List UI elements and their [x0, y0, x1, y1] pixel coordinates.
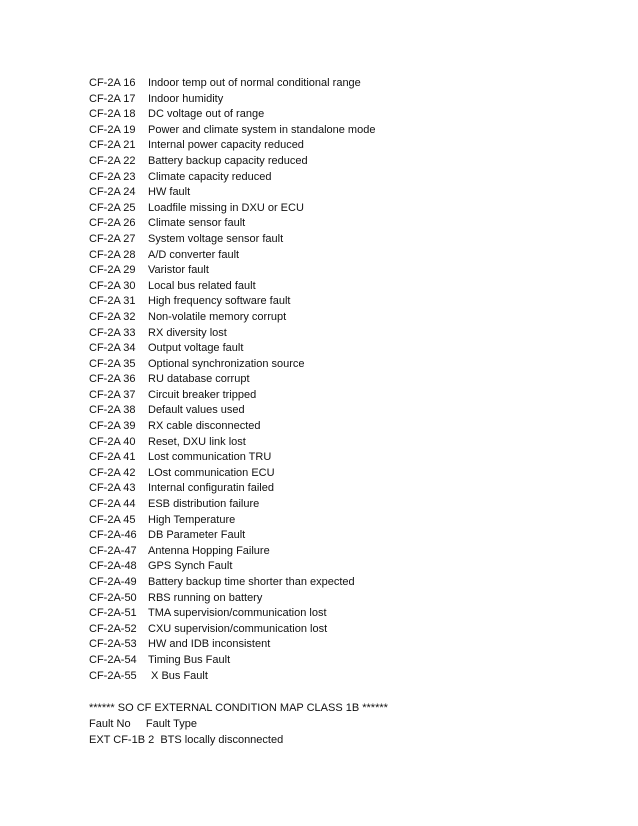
fault-code: CF-2A-54 — [89, 653, 137, 666]
fault-description: X Bus Fault — [148, 669, 208, 682]
fault-code: CF-2A 39 — [89, 420, 136, 433]
fault-description: Loadfile missing in DXU or ECU — [148, 201, 304, 214]
fault-row — [89, 154, 589, 170]
fault-code: CF-2A 23 — [89, 170, 136, 183]
fault-code: CF-2A 44 — [89, 498, 136, 511]
fault-code: CF-2A 35 — [89, 357, 136, 370]
fault-description: Indoor humidity — [148, 92, 224, 105]
fault-code: CF-2A 19 — [89, 123, 136, 136]
fault-row — [89, 185, 589, 201]
fault-description: Timing Bus Fault — [148, 653, 231, 666]
fault-row — [89, 497, 589, 513]
fault-row — [89, 372, 589, 388]
fault-description: HW fault — [148, 186, 191, 199]
fault-description: RX cable disconnected — [148, 420, 261, 433]
fault-code-list — [89, 76, 589, 684]
fault-description: Output voltage fault — [148, 342, 244, 355]
fault-row — [89, 513, 589, 529]
fault-code: CF-2A 22 — [89, 154, 136, 167]
fault-row — [89, 388, 589, 404]
fault-row — [89, 606, 589, 622]
external-condition-section — [89, 701, 589, 748]
fault-row — [89, 435, 589, 451]
fault-row — [89, 403, 589, 419]
fault-row — [89, 294, 589, 310]
fault-description: Climate capacity reduced — [148, 170, 272, 183]
fault-row — [89, 326, 589, 342]
fault-code: CF-2A 17 — [89, 92, 136, 105]
fault-row — [89, 263, 589, 279]
fault-description: Default values used — [148, 404, 245, 417]
fault-description: Optional synchronization source — [148, 357, 305, 370]
fault-code: CF-2A 36 — [89, 373, 136, 386]
fault-code: CF-2A 43 — [89, 482, 136, 495]
fault-description: High frequency software fault — [148, 295, 291, 308]
fault-row — [89, 528, 589, 544]
fault-row — [89, 248, 589, 264]
fault-row — [89, 279, 589, 295]
fault-code: CF-2A 33 — [89, 326, 136, 339]
fault-row — [89, 357, 589, 373]
fault-row — [89, 107, 589, 123]
fault-row — [89, 481, 589, 497]
fault-description: HW and IDB inconsistent — [148, 638, 271, 651]
fault-code: CF-2A 42 — [89, 466, 136, 479]
fault-entry: EXT CF-1B 2 BTS locally disconnected — [89, 733, 284, 746]
fault-row — [89, 123, 589, 139]
fault-description: GPS Synch Fault — [148, 560, 233, 573]
fault-code: CF-2A 32 — [89, 310, 136, 323]
fault-code: CF-2A 29 — [89, 264, 136, 277]
fault-description: Varistor fault — [148, 264, 209, 277]
fault-code: CF-2A 16 — [89, 77, 136, 89]
fault-description: Non-volatile memory corrupt — [148, 310, 287, 323]
fault-code: CF-2A 25 — [89, 201, 136, 214]
fault-description: RX diversity lost — [148, 326, 227, 339]
fault-description: RBS running on battery — [148, 591, 263, 604]
fault-description: Battery backup time shorter than expected — [148, 576, 355, 588]
fault-row — [89, 310, 589, 326]
fault-description: Power and climate system in standalone mode — [148, 123, 376, 136]
fault-code: CF-2A-50 — [89, 591, 137, 604]
fault-code: CF-2A 28 — [89, 248, 136, 261]
fault-code: CF-2A 45 — [89, 513, 136, 526]
fault-code: CF-2A 21 — [89, 139, 136, 152]
fault-description: DC voltage out of range — [148, 108, 265, 121]
fault-row — [89, 466, 589, 482]
fault-code: CF-2A-48 — [89, 560, 137, 573]
fault-description: ESB distribution failure — [148, 498, 260, 511]
fault-description: Internal power capacity reduced — [148, 139, 304, 152]
fault-description: CXU supervision/communication lost — [148, 622, 328, 635]
fault-description: Indoor temp out of normal conditional range — [148, 77, 361, 89]
fault-code: CF-2A 34 — [89, 342, 136, 355]
fault-row — [89, 544, 589, 560]
fault-code: CF-2A 27 — [89, 232, 136, 245]
fault-description: DB Parameter Fault — [148, 529, 246, 542]
fault-row — [89, 669, 589, 685]
column-header: Fault No Fault Type — [89, 717, 198, 730]
fault-description: Lost communication TRU — [148, 451, 272, 464]
fault-description: RU database corrupt — [148, 373, 250, 386]
fault-row — [89, 232, 589, 248]
fault-row — [89, 419, 589, 435]
fault-description: System voltage sensor fault — [148, 232, 284, 245]
fault-code: CF-2A 40 — [89, 435, 136, 448]
fault-row — [89, 559, 589, 575]
fault-description: Internal configuratin failed — [148, 482, 274, 495]
section-heading: ****** SO CF EXTERNAL CONDITION MAP CLASS 1B ****** — [89, 702, 388, 714]
fault-row — [89, 138, 589, 154]
fault-description: Battery backup capacity reduced — [148, 154, 308, 167]
fault-description: LOst communication ECU — [148, 466, 275, 479]
fault-code: CF-2A 24 — [89, 186, 136, 199]
fault-description: Reset, DXU link lost — [148, 435, 246, 448]
fault-code: CF-2A-52 — [89, 622, 137, 635]
fault-description: TMA supervision/communication lost — [148, 607, 327, 620]
fault-description: Antenna Hopping Failure — [148, 544, 270, 557]
fault-row — [89, 170, 589, 186]
fault-row — [89, 216, 589, 232]
fault-row — [89, 76, 589, 92]
fault-code: CF-2A 41 — [89, 451, 136, 464]
fault-description: Climate sensor fault — [148, 217, 246, 230]
fault-code: CF-2A 26 — [89, 217, 136, 230]
fault-code: CF-2A-53 — [89, 638, 137, 651]
fault-description: A/D converter fault — [148, 248, 240, 261]
fault-code: CF-2A 37 — [89, 388, 136, 401]
fault-row — [89, 575, 589, 591]
fault-row — [89, 341, 589, 357]
fault-code: CF-2A-55 — [89, 669, 137, 682]
fault-row — [89, 653, 589, 669]
fault-code: CF-2A-49 — [89, 576, 137, 588]
fault-row — [89, 92, 589, 108]
fault-code: CF-2A-51 — [89, 607, 137, 620]
fault-description: Circuit breaker tripped — [148, 388, 257, 401]
fault-code: CF-2A 38 — [89, 404, 136, 417]
fault-code: CF-2A 18 — [89, 108, 136, 121]
fault-description: High Temperature — [148, 513, 236, 526]
fault-row — [89, 201, 589, 217]
fault-code: CF-2A 30 — [89, 279, 136, 292]
fault-code: CF-2A-47 — [89, 544, 137, 557]
fault-row — [89, 450, 589, 466]
fault-row — [89, 637, 589, 653]
fault-description: Local bus related fault — [148, 279, 256, 292]
fault-row — [89, 591, 589, 607]
fault-code: CF-2A 31 — [89, 295, 136, 308]
fault-code: CF-2A-46 — [89, 529, 137, 542]
fault-row — [89, 622, 589, 638]
